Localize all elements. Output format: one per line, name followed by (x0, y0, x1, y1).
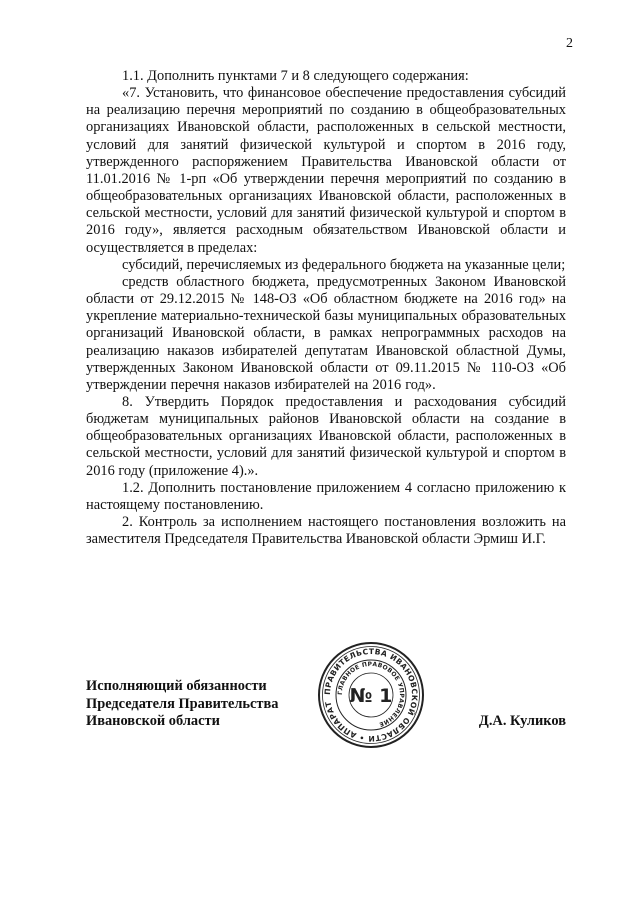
paragraph: 2. Контроль за исполнением настоящего постановления возложить на заместителя Председателя Правительства Ивановской области Эрмиш И.Г. (86, 514, 566, 548)
paragraph: 8. Утвердить Порядок предоставления и расходования субсидий бюджетам муниципальных районов Ивановской области на создание в общеобразовательных организациях Ивановской области, расположенных в сельской местности, условий для занятий физической культурой и спортом в 2016 году (приложение 4).». (86, 393, 566, 479)
stamp-outer-text: ПРАВИТЕЛЬСТВА ИВАНОВСКОЙ ОБЛАСТИ • АППАРАТ (322, 646, 420, 744)
signatory-title-line: Ивановской области (86, 713, 220, 729)
paragraph: «7. Установить, что финансовое обеспечение предоставления субсидий на реализацию перечня мероприятий по созданию в общеобразовательных организациях Ивановской области, расположенных в сельской местности, условий для занятий физической культурой и спортом в 2016 году, утвержденного распоряжением Правительства Ивановской области от 11.01.2016 № 1-рп «Об утверждении перечня мероприятий по созданию в общеобразовательных организациях Ивановской области, расположенных в сельской местности, условий для занятий физической культурой и спортом в 2016 году», является расходным обязательством Ивановской области и осуществляется в пределах: (86, 85, 566, 256)
stamp-number: № 1 (349, 685, 393, 707)
stamp-inner-text: ГЛАВНОЕ ПРАВОВОЕ УПРАВЛЕНИЕ (336, 660, 406, 728)
signatory-title-line: Председателя Правительства (86, 695, 279, 712)
paragraph: 1.2. Дополнить постановление приложением 4 согласно приложению к настоящему постановлению. (86, 479, 566, 513)
page-number: 2 (566, 36, 573, 51)
document-body (86, 68, 566, 548)
official-stamp (316, 640, 426, 750)
signatory-title-line: Исполняющий обязанности (86, 678, 267, 694)
signatory-name: Д.А. Куликов (478, 713, 566, 729)
paragraph: средств областного бюджета, предусмотренных Законом Ивановской области от 29.12.2015 № 148-ОЗ «Об областном бюджете на 2016 год» на укрепление материально-технической базы муниципальных образовательных организаций Ивановской области, в рамках непрограммных расходов на реализацию наказов избирателей депутатам Ивановской областной Думы, утвержденных Законом Ивановской области от 09.11.2015 № 110-ОЗ «Об утверждении перечня наказов избирателей на 2016 год». (86, 273, 566, 393)
paragraph: субсидий, перечисляемых из федерального бюджета на указанные цели; (122, 256, 566, 273)
paragraph: 1.1. Дополнить пунктами 7 и 8 следующего содержания: (122, 68, 469, 84)
